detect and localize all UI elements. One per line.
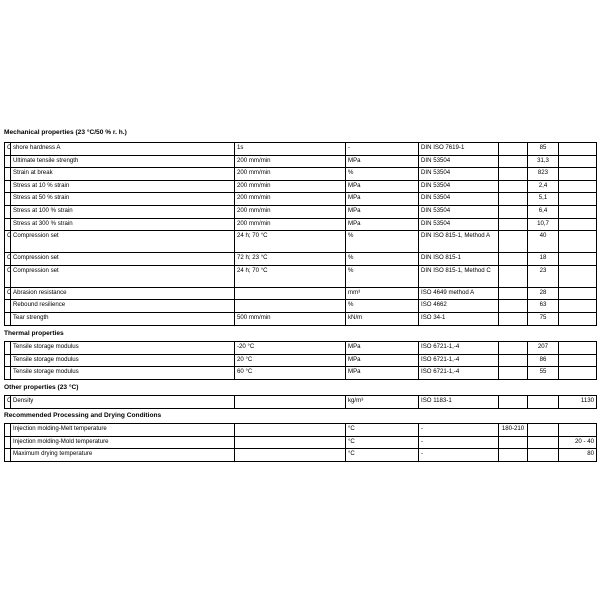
test-condition-cell — [235, 300, 346, 313]
unit-cell: MPa — [346, 367, 419, 380]
property-name-cell: Stress at 300 % strain — [11, 218, 235, 231]
value-cell — [528, 396, 559, 409]
flag-cell: C — [5, 265, 11, 287]
table-row — [5, 253, 597, 266]
table-row — [5, 396, 597, 409]
flag-cell: C — [5, 253, 11, 266]
value-extra-cell — [559, 342, 597, 355]
test-standard-cell: DIN 53504 — [419, 155, 499, 168]
table-row — [5, 436, 597, 449]
value-extra-cell — [559, 367, 597, 380]
property-name-cell: Density — [11, 396, 235, 409]
table-row — [5, 193, 597, 206]
unit-cell: °C — [346, 436, 419, 449]
test-condition-cell: 20 °C — [235, 354, 346, 367]
table-row — [5, 342, 597, 355]
property-name-cell: Stress at 10 % strain — [11, 180, 235, 193]
value-extra-cell — [559, 205, 597, 218]
unit-cell: MPa — [346, 155, 419, 168]
range-value-cell — [499, 180, 528, 193]
properties-table — [4, 423, 597, 462]
value-extra-cell — [559, 155, 597, 168]
table-row — [5, 354, 597, 367]
test-condition-cell: -20 °C — [235, 342, 346, 355]
property-name-cell: Compression set — [11, 231, 235, 253]
table-row — [5, 168, 597, 181]
range-value-cell — [499, 265, 528, 287]
section-title: Mechanical properties (23 °C/50 % r. h.) — [4, 129, 127, 136]
flag-cell: C — [5, 143, 11, 156]
range-value-cell — [499, 367, 528, 380]
unit-cell: MPa — [346, 193, 419, 206]
range-value-cell — [499, 205, 528, 218]
range-value-cell — [499, 218, 528, 231]
value-extra-cell: 20 - 40 — [559, 436, 597, 449]
test-condition-cell: 200 mm/min — [235, 193, 346, 206]
test-standard-cell: DIN 53504 — [419, 218, 499, 231]
table-row — [5, 287, 597, 300]
value-cell — [528, 449, 559, 462]
test-standard-cell: ISO 6721-1,-4 — [419, 342, 499, 355]
value-cell: 31,3 — [528, 155, 559, 168]
range-value-cell — [499, 300, 528, 313]
value-cell: 85 — [528, 143, 559, 156]
range-value-cell — [499, 354, 528, 367]
test-condition-cell — [235, 396, 346, 409]
property-name-cell: Stress at 50 % strain — [11, 193, 235, 206]
property-name-cell: Tensile storage modulus — [11, 367, 235, 380]
test-condition-cell: 24 h; 70 °C — [235, 231, 346, 253]
value-cell: 6,4 — [528, 205, 559, 218]
value-cell: 207 — [528, 342, 559, 355]
table-row — [5, 180, 597, 193]
table-row — [5, 300, 597, 313]
test-standard-cell: DIN 53504 — [419, 180, 499, 193]
unit-cell: kg/m³ — [346, 396, 419, 409]
table-row — [5, 143, 597, 156]
value-cell — [528, 424, 559, 437]
property-name-cell: Strain at break — [11, 168, 235, 181]
table-row — [5, 231, 597, 253]
properties-table — [4, 341, 597, 380]
property-name-cell: Stress at 100 % strain — [11, 205, 235, 218]
property-name-cell: Compression set — [11, 253, 235, 266]
test-standard-cell: ISO 6721-1,-4 — [419, 367, 499, 380]
section-title: Other properties (23 °C) — [4, 384, 79, 391]
range-value-cell — [499, 312, 528, 325]
table-row — [5, 205, 597, 218]
value-cell: 28 — [528, 287, 559, 300]
table-row — [5, 265, 597, 287]
unit-cell: % — [346, 265, 419, 287]
range-value-cell — [499, 231, 528, 253]
value-extra-cell — [559, 168, 597, 181]
unit-cell: MPa — [346, 342, 419, 355]
test-standard-cell: ISO 1183-1 — [419, 396, 499, 409]
flag-cell: C — [5, 231, 11, 253]
properties-table — [4, 142, 597, 326]
value-cell: 23 — [528, 265, 559, 287]
test-condition-cell — [235, 436, 346, 449]
value-cell — [528, 436, 559, 449]
test-standard-cell: DIN 53504 — [419, 205, 499, 218]
property-name-cell: Tensile storage modulus — [11, 354, 235, 367]
test-standard-cell: - — [419, 449, 499, 462]
range-value-cell — [499, 193, 528, 206]
unit-cell: % — [346, 168, 419, 181]
test-standard-cell: ISO 4649 method A — [419, 287, 499, 300]
test-standard-cell: - — [419, 424, 499, 437]
flag-cell: C — [5, 396, 11, 409]
value-extra-cell — [559, 180, 597, 193]
unit-cell: MPa — [346, 205, 419, 218]
value-extra-cell — [559, 312, 597, 325]
property-name-cell: Injection molding-Mold temperature — [11, 436, 235, 449]
value-extra-cell: 1130 — [559, 396, 597, 409]
test-condition-cell: 200 mm/min — [235, 218, 346, 231]
range-value-cell — [499, 449, 528, 462]
value-cell: 10,7 — [528, 218, 559, 231]
value-extra-cell — [559, 193, 597, 206]
value-cell: 63 — [528, 300, 559, 313]
range-value-cell — [499, 155, 528, 168]
test-condition-cell — [235, 449, 346, 462]
test-standard-cell: ISO 34-1 — [419, 312, 499, 325]
value-cell: 823 — [528, 168, 559, 181]
range-value-cell — [499, 168, 528, 181]
value-extra-cell: 80 — [559, 449, 597, 462]
section-title: Recommended Processing and Drying Conditions — [4, 412, 162, 419]
value-cell: 18 — [528, 253, 559, 266]
test-standard-cell: DIN ISO 815-1, Method C — [419, 265, 499, 287]
value-cell: 2,4 — [528, 180, 559, 193]
table-row — [5, 424, 597, 437]
test-condition-cell: 60 °C — [235, 367, 346, 380]
value-extra-cell — [559, 265, 597, 287]
section-title: Thermal properties — [4, 330, 64, 337]
value-extra-cell — [559, 231, 597, 253]
unit-cell: MPa — [346, 180, 419, 193]
unit-cell: % — [346, 253, 419, 266]
range-value-cell — [499, 342, 528, 355]
property-name-cell: Compression set — [11, 265, 235, 287]
unit-cell: kN/m — [346, 312, 419, 325]
property-name-cell: Abrasion resistance — [11, 287, 235, 300]
property-name-cell: Tensile storage modulus — [11, 342, 235, 355]
test-standard-cell: DIN ISO 815-1 — [419, 253, 499, 266]
value-extra-cell — [559, 354, 597, 367]
test-condition-cell — [235, 287, 346, 300]
test-condition-cell: 1s — [235, 143, 346, 156]
unit-cell: mm³ — [346, 287, 419, 300]
property-name-cell: Ultimate tensile strength — [11, 155, 235, 168]
value-cell: 55 — [528, 367, 559, 380]
property-name-cell: Injection molding-Melt temperature — [11, 424, 235, 437]
test-condition-cell: 200 mm/min — [235, 168, 346, 181]
table-row — [5, 449, 597, 462]
test-condition-cell: 200 mm/min — [235, 180, 346, 193]
value-extra-cell — [559, 287, 597, 300]
properties-table — [4, 395, 597, 409]
value-extra-cell — [559, 143, 597, 156]
table-row — [5, 155, 597, 168]
range-value-cell — [499, 253, 528, 266]
range-value-cell — [499, 436, 528, 449]
test-condition-cell: 500 mm/min — [235, 312, 346, 325]
property-name-cell: Tear strength — [11, 312, 235, 325]
range-value-cell — [499, 143, 528, 156]
unit-cell: % — [346, 231, 419, 253]
unit-cell: - — [346, 143, 419, 156]
value-extra-cell — [559, 218, 597, 231]
table-row — [5, 312, 597, 325]
value-cell: 75 — [528, 312, 559, 325]
property-name-cell: Rebound resilience — [11, 300, 235, 313]
unit-cell: % — [346, 300, 419, 313]
value-extra-cell — [559, 300, 597, 313]
test-standard-cell: ISO 6721-1,-4 — [419, 354, 499, 367]
value-cell: 5,1 — [528, 193, 559, 206]
test-condition-cell: 200 mm/min — [235, 205, 346, 218]
range-value-cell — [499, 287, 528, 300]
test-standard-cell: DIN 53504 — [419, 193, 499, 206]
test-condition-cell: 24 h; 70 °C — [235, 265, 346, 287]
property-name-cell: Maximum drying temperature — [11, 449, 235, 462]
table-row — [5, 367, 597, 380]
test-standard-cell: - — [419, 436, 499, 449]
value-extra-cell — [559, 253, 597, 266]
test-standard-cell: DIN ISO 815-1, Method A — [419, 231, 499, 253]
test-condition-cell: 72 h; 23 °C — [235, 253, 346, 266]
range-value-cell: 180-210 — [499, 424, 528, 437]
property-name-cell: shore hardness A — [11, 143, 235, 156]
test-condition-cell — [235, 424, 346, 437]
test-condition-cell: 200 mm/min — [235, 155, 346, 168]
unit-cell: °C — [346, 424, 419, 437]
flag-cell: C — [5, 287, 11, 300]
unit-cell: °C — [346, 449, 419, 462]
value-cell: 40 — [528, 231, 559, 253]
range-value-cell — [499, 396, 528, 409]
test-standard-cell: ISO 4662 — [419, 300, 499, 313]
value-cell: 86 — [528, 354, 559, 367]
test-standard-cell: DIN 53504 — [419, 168, 499, 181]
test-standard-cell: DIN ISO 7619-1 — [419, 143, 499, 156]
value-extra-cell — [559, 424, 597, 437]
table-row — [5, 218, 597, 231]
unit-cell: MPa — [346, 218, 419, 231]
unit-cell: MPa — [346, 354, 419, 367]
